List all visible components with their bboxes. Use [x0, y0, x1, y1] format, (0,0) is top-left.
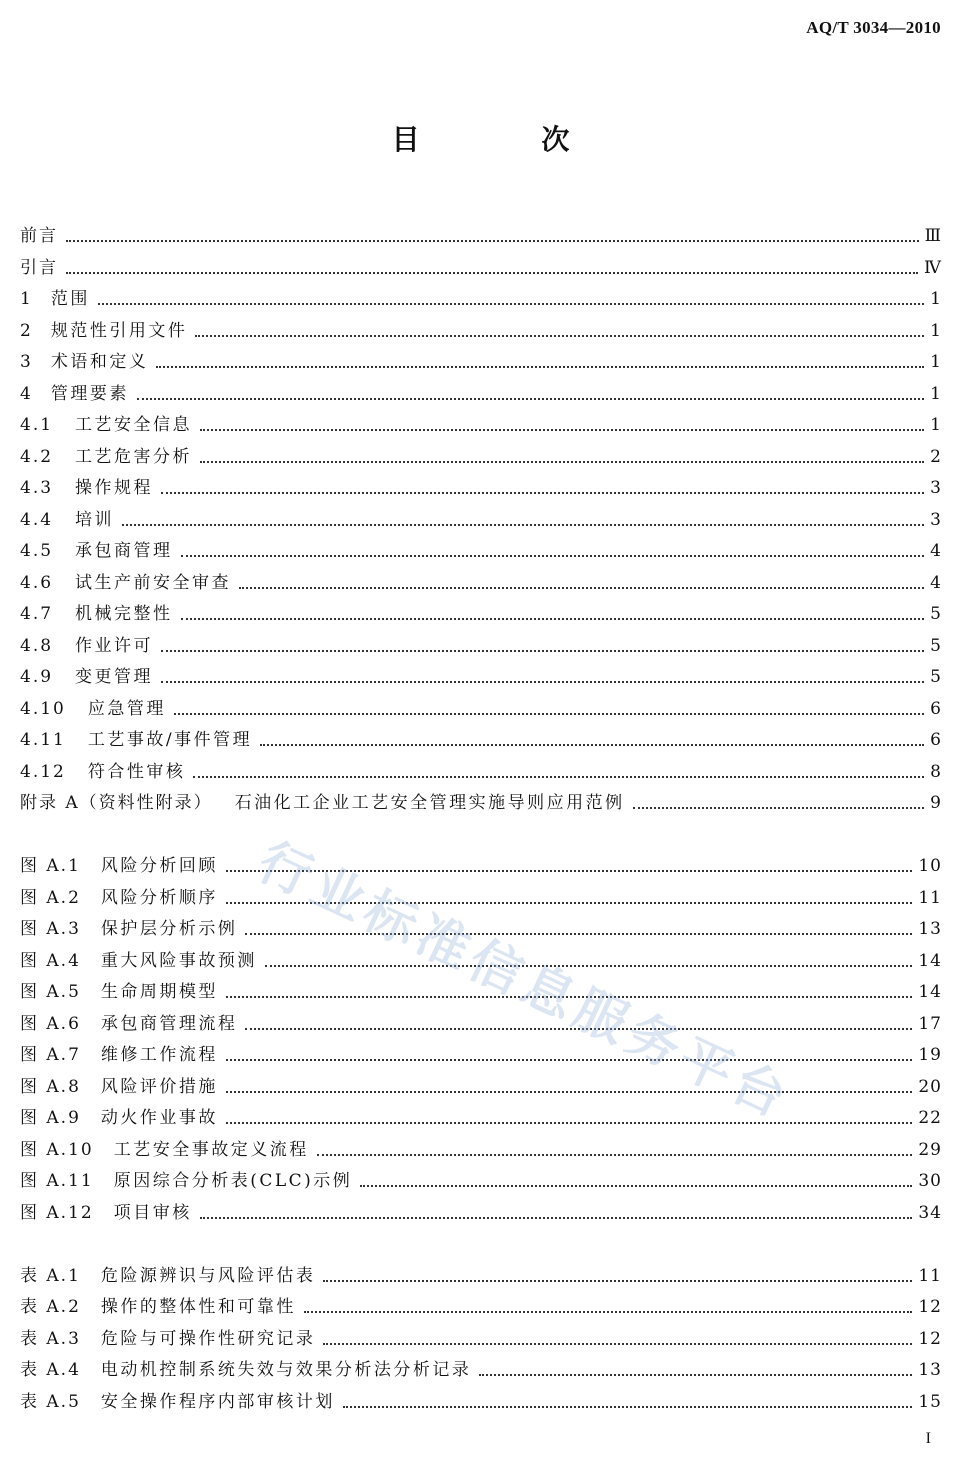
toc-entry-number: 4.6	[20, 572, 54, 593]
dot-leader	[161, 650, 924, 652]
toc-entry-label: 试生产前安全审查	[75, 572, 232, 593]
toc-entry-page: 6	[930, 730, 942, 750]
toc-entry-number: 图 A.5	[20, 982, 81, 1002]
toc-entry-label: 规范性引用文件	[50, 320, 188, 341]
dot-leader	[226, 1122, 912, 1124]
toc-entry-number: 前言	[20, 226, 58, 246]
toc-entry-label: 范围	[50, 289, 90, 309]
toc-entry[interactable]	[20, 723, 942, 751]
dot-leader	[193, 776, 924, 778]
dot-leader	[200, 429, 924, 431]
toc-entry-label: 项目审核	[113, 1202, 192, 1223]
toc-entry-label: 应急管理	[87, 698, 166, 719]
toc-entry-number: 4	[20, 383, 33, 404]
dot-leader	[226, 1059, 912, 1061]
dot-leader	[226, 1091, 912, 1093]
toc-entry-number: 表 A.4	[20, 1360, 81, 1380]
toc-entry[interactable]	[20, 660, 942, 688]
toc-entry-page: 13	[918, 1360, 942, 1380]
toc-entry-label: 作业许可	[75, 635, 154, 656]
dot-leader	[323, 1343, 912, 1345]
toc-entry-label: 工艺危害分析	[75, 446, 193, 467]
toc-entry-label: 工艺安全信息	[75, 415, 193, 435]
toc-entry-page: 4	[930, 541, 942, 561]
dot-leader	[317, 1154, 913, 1156]
toc-entry-label: 动火作业事故	[100, 1108, 218, 1128]
toc-entry-page: 9	[930, 793, 942, 813]
dot-leader	[181, 555, 924, 557]
toc-entry-number: 图 A.8	[20, 1076, 81, 1097]
toc-entry-label: 机械完整性	[75, 604, 173, 624]
toc-entry-number: 2	[20, 320, 33, 341]
dot-leader	[156, 366, 924, 368]
toc-entry-page: 13	[918, 919, 942, 939]
watermark: 行业标准信息服务平台	[249, 831, 801, 1132]
toc-entry-page: 15	[918, 1391, 942, 1412]
dot-leader	[265, 965, 912, 967]
toc-entry-page: 8	[930, 761, 942, 782]
dot-leader	[161, 492, 924, 494]
toc-entry-page: 3	[930, 509, 942, 530]
toc-entry-label: 变更管理	[75, 667, 154, 687]
toc-entry-number: 4.11	[20, 730, 66, 750]
toc-entry-page: 1	[930, 320, 942, 341]
toc-entry-page: 29	[918, 1139, 942, 1160]
toc-entry[interactable]	[20, 849, 942, 877]
toc-entry-number: 表 A.5	[20, 1391, 81, 1412]
page-title: 目 次	[391, 123, 626, 156]
dot-leader	[122, 524, 924, 526]
page-number: I	[925, 1430, 931, 1447]
dot-leader	[226, 996, 912, 998]
toc-entry[interactable]	[20, 1385, 942, 1413]
dot-leader	[66, 240, 919, 242]
toc-entry-page: 3	[930, 478, 942, 498]
toc-entry-number: 图 A.12	[20, 1202, 94, 1223]
toc-entry-page: 20	[918, 1076, 942, 1097]
toc-entry-label: 工艺事故/事件管理	[87, 730, 253, 750]
toc-entry[interactable]	[20, 881, 942, 909]
toc-entry-number: 4.1	[20, 415, 54, 435]
toc-entry-number: 图 A.1	[20, 856, 81, 876]
dot-leader	[226, 870, 912, 872]
toc-entry-number: 图 A.11	[20, 1171, 94, 1191]
toc-entry-page: 1	[930, 289, 942, 309]
toc-entry-page: 6	[930, 698, 942, 719]
toc-entry-label: 风险分析回顾	[100, 856, 218, 876]
toc-entry-page: 14	[918, 982, 942, 1002]
toc-entry-number: 1	[20, 289, 33, 309]
toc-entry[interactable]	[20, 1070, 942, 1098]
toc-entry[interactable]	[20, 503, 942, 531]
toc-entry[interactable]	[20, 314, 942, 342]
toc-entry-page: 5	[930, 667, 942, 687]
toc-entry[interactable]	[20, 692, 942, 720]
toc-entry-number: 图 A.2	[20, 887, 81, 908]
toc-entry[interactable]	[20, 345, 942, 373]
toc-entry-number: 表 A.3	[20, 1328, 81, 1349]
toc-entry[interactable]	[20, 597, 942, 625]
toc-entry[interactable]	[20, 1290, 942, 1318]
toc-entry-label: 符合性审核	[87, 761, 186, 782]
toc-entry[interactable]	[20, 1101, 942, 1129]
toc-entry-number: 附录 A（资料性附录）	[20, 793, 213, 813]
toc-entry-number: 表 A.1	[20, 1265, 81, 1286]
dot-leader	[323, 1280, 912, 1282]
toc-entry[interactable]	[20, 566, 942, 594]
toc-entry-page: 1	[930, 415, 942, 435]
dot-leader	[343, 1406, 912, 1408]
toc-entry-number: 4.2	[20, 446, 54, 467]
toc-entry-page: Ⅲ	[924, 226, 942, 246]
toc-entry-number: 表 A.2	[20, 1297, 81, 1317]
toc-entry-number: 4.3	[20, 478, 54, 498]
toc-entry-number: 图 A.6	[20, 1013, 81, 1034]
toc-entry[interactable]	[20, 629, 942, 657]
dot-leader	[174, 713, 924, 715]
toc-entry-page: 10	[918, 856, 942, 876]
toc-entry-label: 保护层分析示例	[100, 919, 238, 939]
toc-entry-number: 图 A.4	[20, 950, 81, 971]
toc-entry-number: 图 A.10	[20, 1139, 94, 1160]
dot-leader	[360, 1185, 912, 1187]
toc-entry-page: 1	[930, 383, 942, 404]
toc-entry-label: 承包商管理流程	[100, 1013, 238, 1034]
toc-entry-number: 4.9	[20, 667, 54, 687]
toc-entry-page: 5	[930, 604, 942, 624]
toc-entry-number: 图 A.7	[20, 1045, 81, 1065]
toc-entry-label: 承包商管理	[75, 541, 173, 561]
toc-entry-page: 11	[918, 1265, 942, 1286]
toc-entry[interactable]	[20, 944, 942, 972]
toc-entry-label: 维修工作流程	[100, 1045, 218, 1065]
toc-entry[interactable]	[20, 1353, 942, 1381]
toc-entry[interactable]	[20, 1164, 942, 1192]
toc-entry-label: 风险评价措施	[100, 1076, 218, 1097]
toc-entry[interactable]	[20, 786, 942, 814]
dot-leader	[200, 461, 924, 463]
dot-leader	[137, 398, 924, 400]
toc-entry-page: Ⅳ	[924, 257, 942, 278]
toc-entry[interactable]	[20, 1007, 942, 1035]
toc-entry-page: 11	[918, 887, 942, 908]
toc-entry-number: 4.7	[20, 604, 54, 624]
toc-entry[interactable]	[20, 471, 942, 499]
toc-entry-page: 14	[918, 950, 942, 971]
toc-entry-page: 22	[918, 1108, 942, 1128]
dot-leader	[161, 681, 924, 683]
toc-entry[interactable]	[20, 534, 942, 562]
standard-code: AQ/T 3034—2010	[806, 18, 941, 37]
toc-entry-page: 34	[918, 1202, 942, 1223]
dot-leader	[226, 902, 912, 904]
toc-entry-number: 4.12	[20, 761, 66, 782]
toc-entry-label: 危险源辨识与风险评估表	[100, 1265, 316, 1286]
toc-entry-number: 4.10	[20, 698, 66, 719]
toc-entry-number: 4.5	[20, 541, 54, 561]
toc-entry-label: 生命周期模型	[100, 982, 218, 1002]
toc-entry-page: 12	[918, 1297, 942, 1317]
toc-entry[interactable]	[20, 440, 942, 468]
toc-entry-page: 19	[918, 1045, 942, 1065]
toc-entry-page: 1	[930, 352, 942, 372]
toc-entry-number: 图 A.3	[20, 919, 81, 939]
toc-entry-label: 操作规程	[75, 478, 154, 498]
toc-entry-label: 危险与可操作性研究记录	[100, 1328, 316, 1349]
toc-entry-number: 图 A.9	[20, 1108, 81, 1128]
toc-entry-page: 30	[918, 1171, 942, 1191]
toc-entry-label: 术语和定义	[50, 352, 149, 372]
toc-entry-page: 2	[930, 446, 942, 467]
toc-entry-number: 4.4	[20, 509, 54, 530]
toc-entry-number: 4.8	[20, 635, 54, 656]
dot-leader	[181, 618, 924, 620]
dot-leader	[633, 807, 924, 809]
toc-entry[interactable]	[20, 1038, 942, 1066]
toc-entry[interactable]	[20, 755, 942, 783]
toc-entry-label: 重大风险事故预测	[100, 950, 257, 971]
toc-entry[interactable]	[20, 1259, 942, 1287]
toc-entry-page: 5	[930, 635, 942, 656]
toc-entry[interactable]	[20, 251, 942, 279]
dot-leader	[200, 1217, 913, 1219]
toc-entry[interactable]	[20, 1196, 942, 1224]
dot-leader	[98, 303, 924, 305]
dot-leader	[66, 272, 918, 274]
toc-entry-number: 引言	[20, 257, 58, 278]
dot-leader	[260, 744, 924, 746]
toc-entry[interactable]	[20, 975, 942, 1003]
toc-entry[interactable]	[20, 912, 942, 940]
toc-entry-label: 原因综合分析表(CLC)示例	[113, 1171, 353, 1191]
toc-entry-label: 培训	[75, 509, 115, 530]
toc-entry-page: 17	[918, 1013, 942, 1034]
dot-leader	[245, 1028, 912, 1030]
toc-entry-number: 3	[20, 352, 33, 372]
dot-leader	[239, 587, 924, 589]
toc-entry[interactable]	[20, 1133, 942, 1161]
toc-entry-label: 安全操作程序内部审核计划	[100, 1391, 335, 1412]
dot-leader	[245, 933, 912, 935]
toc-entry-label: 电动机控制系统失效与效果分析法分析记录	[100, 1360, 472, 1380]
toc-entry[interactable]	[20, 219, 942, 247]
toc-entry-label: 石油化工企业工艺安全管理实施导则应用范例	[234, 793, 625, 813]
toc-entry[interactable]	[20, 282, 942, 310]
toc-entry[interactable]	[20, 1322, 942, 1350]
toc-entry[interactable]	[20, 377, 942, 405]
toc-entry-label: 管理要素	[50, 383, 129, 404]
toc-entry-label: 风险分析顺序	[100, 887, 218, 908]
toc-entry-label: 工艺安全事故定义流程	[113, 1139, 309, 1160]
toc-entry[interactable]	[20, 408, 942, 436]
toc-entry-page: 12	[918, 1328, 942, 1349]
dot-leader	[479, 1374, 912, 1376]
dot-leader	[195, 335, 924, 337]
toc-entry-label: 操作的整体性和可靠性	[100, 1297, 296, 1317]
dot-leader	[304, 1311, 912, 1313]
toc-entry-page: 4	[930, 572, 942, 593]
